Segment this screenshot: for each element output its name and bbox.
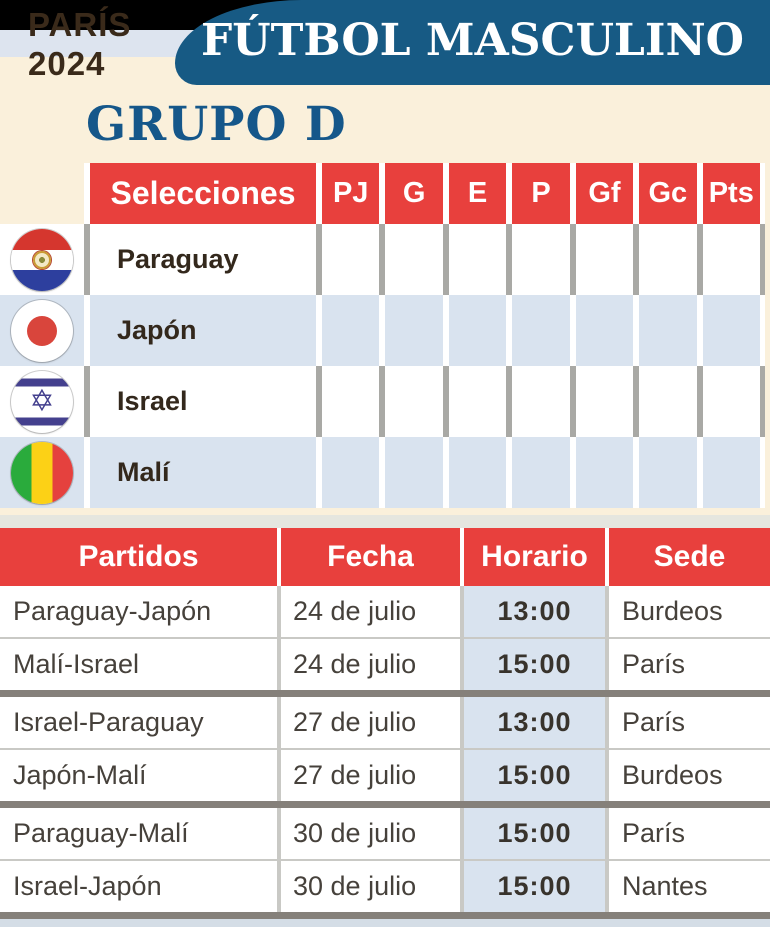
stat-cell-pts <box>703 295 760 366</box>
stat-cell-pts <box>703 224 760 295</box>
date-cell: 27 de julio <box>281 697 460 748</box>
time-cell: 15:00 <box>464 750 605 801</box>
header-cell-gf: Gf <box>576 163 633 224</box>
stat-cell-pj <box>322 366 379 437</box>
stat-cell-g <box>385 437 442 508</box>
header-cell-fecha: Fecha <box>281 528 460 586</box>
mali-flag-icon <box>11 442 73 504</box>
stat-cell-p <box>512 224 569 295</box>
stat-cell-pj <box>322 437 379 508</box>
venue-cell: Burdeos <box>609 750 770 801</box>
date-cell: 30 de julio <box>281 808 460 859</box>
stat-cell-e <box>449 224 506 295</box>
stat-cell-gf <box>576 224 633 295</box>
stat-cell-pj <box>322 224 379 295</box>
header-cell-g: G <box>385 163 442 224</box>
stat-cell-gc <box>639 295 696 366</box>
date-cell: 24 de julio <box>281 639 460 690</box>
date-cell: 24 de julio <box>281 586 460 637</box>
stat-cell-g <box>385 224 442 295</box>
brand-line-paris: PARÍS <box>28 6 132 43</box>
match-cell: Paraguay-Malí <box>0 808 277 859</box>
schedule-row-4 <box>0 750 770 801</box>
header-cell-sede: Sede <box>609 528 770 586</box>
flag-cell <box>0 366 84 437</box>
page-header <box>0 0 770 85</box>
schedule-row-5 <box>0 808 770 859</box>
stat-cell-e <box>449 295 506 366</box>
match-cell: Malí-Israel <box>0 639 277 690</box>
header-cell-e: E <box>449 163 506 224</box>
title-banner <box>175 0 770 85</box>
paraguay-flag-icon <box>11 229 73 291</box>
match-cell: Israel-Paraguay <box>0 697 277 748</box>
stat-cell-pts <box>703 437 760 508</box>
table-row-israel <box>0 366 765 437</box>
group-title: GRUPO D <box>86 96 347 152</box>
flag-cell <box>0 295 84 366</box>
stat-cell-gf <box>576 295 633 366</box>
group-title-row <box>0 85 770 163</box>
stat-cell-gf <box>576 437 633 508</box>
schedule-row-1 <box>0 586 770 637</box>
venue-cell: Nantes <box>609 861 770 912</box>
header-cell-horario: Horario <box>464 528 605 586</box>
header-cell-pts: Pts <box>703 163 760 224</box>
stat-cell-e <box>449 366 506 437</box>
japan-flag-icon <box>11 300 73 362</box>
flag-cell <box>0 437 84 508</box>
bottom-strip <box>0 919 770 927</box>
time-cell: 15:00 <box>464 861 605 912</box>
match-cell: Israel-Japón <box>0 861 277 912</box>
brand-line-year: 2024 <box>28 45 106 82</box>
israel-flag-icon <box>11 371 73 433</box>
schedule-row-6 <box>0 861 770 912</box>
table-row-mali <box>0 437 765 508</box>
schedule-table <box>0 528 770 927</box>
stat-cell-p <box>512 295 569 366</box>
venue-cell: Burdeos <box>609 586 770 637</box>
paraguay-emblem-icon <box>33 251 51 269</box>
standings-header-row <box>0 163 765 224</box>
schedule-row-3 <box>0 697 770 748</box>
date-cell: 27 de julio <box>281 750 460 801</box>
team-name: Japón <box>90 295 316 366</box>
bottom-divider-thick <box>0 912 770 919</box>
table-row-japon <box>0 295 765 366</box>
matchday-divider-thick <box>0 690 770 697</box>
venue-cell: París <box>609 808 770 859</box>
section-divider-band <box>0 515 770 528</box>
schedule-row-2 <box>0 639 770 690</box>
flag-cell <box>0 224 84 295</box>
venue-cell: París <box>609 639 770 690</box>
star-of-david-icon: ✡ <box>29 384 55 419</box>
stat-cell-g <box>385 295 442 366</box>
paris-2024-logo <box>28 5 131 83</box>
matchday-divider-thick <box>0 801 770 808</box>
banner-title: FÚTBOL MASCULINO <box>200 15 745 66</box>
match-cell: Japón-Malí <box>0 750 277 801</box>
team-name: Israel <box>90 366 316 437</box>
stat-cell-e <box>449 437 506 508</box>
stat-cell-gc <box>639 366 696 437</box>
table-row-paraguay <box>0 224 765 295</box>
time-cell: 15:00 <box>464 639 605 690</box>
header-cell-partidos: Partidos <box>0 528 277 586</box>
stat-cell-p <box>512 366 569 437</box>
stat-cell-gf <box>576 366 633 437</box>
team-name: Paraguay <box>90 224 316 295</box>
team-name: Malí <box>90 437 316 508</box>
time-cell: 13:00 <box>464 586 605 637</box>
stat-cell-g <box>385 366 442 437</box>
match-cell: Paraguay-Japón <box>0 586 277 637</box>
stat-cell-gc <box>639 437 696 508</box>
schedule-header-row <box>0 528 770 586</box>
time-cell: 13:00 <box>464 697 605 748</box>
header-cell-p: P <box>512 163 569 224</box>
header-cell-gc: Gc <box>639 163 696 224</box>
header-cell-pj: PJ <box>322 163 379 224</box>
date-cell: 30 de julio <box>281 861 460 912</box>
stat-cell-p <box>512 437 569 508</box>
standings-table <box>0 163 765 508</box>
standings-header-spacer <box>0 163 84 224</box>
header-cell-selecciones: Selecciones <box>90 163 316 224</box>
stat-cell-gc <box>639 224 696 295</box>
stat-cell-pts <box>703 366 760 437</box>
venue-cell: París <box>609 697 770 748</box>
japan-sun-icon <box>27 316 57 346</box>
time-cell: 15:00 <box>464 808 605 859</box>
stat-cell-pj <box>322 295 379 366</box>
